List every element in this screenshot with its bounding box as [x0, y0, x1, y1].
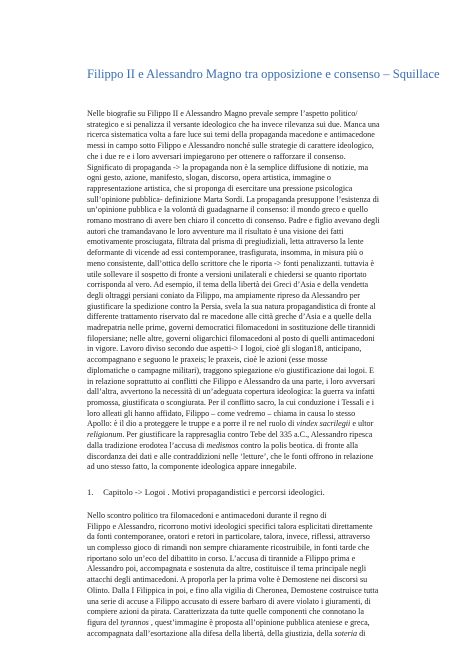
paragraph-chapter-one: [87, 511, 412, 639]
text-line: ad uno stesso fatto, la componente ideologica appare innegabile.: [87, 462, 297, 472]
text-line: strategico e si penalizza il versante ideologico che ha invece rilevanza sui due. Manca una: [87, 119, 380, 129]
text-fragment: accompagnata dall’esortazione alla difesa della libertà, della giustizia, della: [87, 628, 335, 638]
text-line: Alessandro poi, accompagnata e sostenuta da altre, costituisce il tema principale negli: [87, 564, 367, 574]
text-line: [87, 618, 412, 629]
text-line: che i due re e i loro avversari impiegarono per ottenere o rafforzare il consenso.: [87, 151, 346, 161]
text-line: Significato di propaganda -> la propaganda non è la semplice diffusione di notizie, ma: [87, 162, 369, 172]
text-line: in vigore. Lavoro diviso secondo due aspetti-> I logoi, cioè gli slogan18, anticipano,: [87, 344, 362, 354]
text-line: degli oltraggi persiani coniato da Filippo, ma ampiamente ripreso da Alessandro per: [87, 290, 361, 300]
text-fragment: di: [357, 628, 366, 638]
text-line: un complesso gioco di rimandi non sempre chiaramente ricostruibile, in fonti tarde che: [87, 543, 370, 553]
text-fragment: . Per giustificare la rappresaglia contro Tebe del 335 a.C., Alessandro ripesca: [122, 430, 373, 440]
document-title: Filippo II e Alessandro Magno tra opposizione e consenso – Squillace: [87, 67, 440, 81]
text-fragment: e ultor: [350, 419, 374, 429]
text-line: da fonti contemporanee, oratori e retori in particolare, talora, invece, riflessi, attraverso: [87, 532, 370, 542]
text-line: madrepatria nelle prime, governi democratici filomacedoni in sostituzione delle tirannidi: [87, 323, 376, 333]
text-fragment: figura del: [87, 617, 121, 627]
text-line: Nello scontro politico tra filomacedoni e antimacedoni durante il regno di: [87, 510, 327, 520]
text-line: filopersiane; nelle altre, governi oligarchici filomacedoni al posto di quelli antimacedoni: [87, 333, 375, 343]
text-line: promossa, giustificata o scongiurata. Per il conflitto sacro, la cui conduzione i Tessali e i: [87, 397, 374, 407]
text-line: meno consistente, dall’ottica dello scrittore che le riporta -> fonti penalizzanti. tuttavia è: [87, 258, 375, 268]
italic-term: soteria: [334, 628, 358, 638]
text-line: emotivamente prosciugata, filtrata dal prisma di pregiudiziali, letta attraverso la lente: [87, 237, 364, 247]
text-line: ricerca sistematica volta a fare luce sui temi della propaganda macedone e antimacedone: [87, 130, 375, 140]
text-fragment: , quest’immagine è proposta all’opinione pubblica ateniese e greca,: [148, 617, 370, 627]
section-heading: [87, 487, 412, 498]
text-line: compiere azioni da pirata. Caratterizzata da tutte quelle componenti che connotano la: [87, 607, 365, 617]
text-line: attacchi degli antimacedoni. A proporla per la prima volte è Demostene nei discorsi su: [87, 575, 368, 585]
text-line: [87, 419, 412, 430]
text-line: discordanza dei dati e alle contraddizioni nelle ‘letture’, che le fonti offrono in relazione: [87, 451, 374, 461]
text-line: un’opinione pubblica e la volontà di guadagnarne il consenso: il mondo greco e quello: [87, 205, 368, 215]
text-line: utile sollevare il sospetto di fronte a versioni unilaterali e chiedersi se quanto riportato: [87, 269, 367, 279]
text-line: Filippo e Alessandro, ricorrono motivi ideologici specifici talora esplicitati direttamente: [87, 521, 373, 531]
italic-term: vindex sacrilegii: [296, 419, 351, 429]
text-line: messi in campo sotto Filippo e Alessandro nonché sulle strategie di carattere ideologico,: [87, 141, 374, 151]
paragraph-intro: [87, 109, 412, 473]
text-line: rappresentazione artistica, che si proponga di esercitare una pressione psicologica: [87, 183, 353, 193]
text-fragment: contro la polis beotica. di fronte alla: [238, 440, 358, 450]
text-line: romano mostrano di avere ben chiaro il concetto di consenso. Padre e figlio avevano degli: [87, 216, 380, 226]
text-line: Olinto. Dalla I Filippica in poi, e fino alla vigilia di Cheronea, Demostene costruisce tutta: [87, 585, 379, 595]
text-line: diplomatiche o campagne militari), traggono spiegazione e/o giustificazione dai logoi. E: [87, 365, 374, 375]
text-line: deformante di vicende ad essi contemporanee, trasfigurata, insomma, in misura più o: [87, 248, 364, 258]
text-line: ogni gesto, azione, manifesto, slogan, discorso, opera artistica, immagine o: [87, 173, 331, 183]
text-line: in relazione soprattutto ai conflitti che Filippo e Alessandro da una parte, i loro avversari: [87, 376, 376, 386]
text-fragment: Apollo: è il dio a proteggere le truppe e a porre il re nel ruolo di: [87, 419, 297, 429]
text-line: autori che tramandavano le loro avventure ma il risultato è una visione dei fatti: [87, 226, 344, 236]
italic-term: religionum: [87, 430, 123, 440]
text-line: riportano solo un’eco del dibattito in corso. L’accusa di tirannide a Filippo prima e: [87, 553, 356, 563]
section-number: 1.: [87, 486, 94, 497]
text-line: una serie di accuse a Filippo accusato di essere barbaro di avere violato i giuramenti, di: [87, 596, 371, 606]
text-line: [87, 430, 412, 441]
text-line: [87, 629, 412, 640]
text-line: corrisponda al vero. Ad esempio, il tema della libertà dei Greci d’Asia e della vendetta: [87, 280, 369, 290]
italic-term: medismos: [206, 440, 239, 450]
text-line: [87, 441, 412, 452]
text-line: dall’altra, avvertono la necessità di un’adeguata copertura ideologica: la guerra va infatti: [87, 387, 375, 397]
text-line: giustificare la spedizione contro la Persia, svela la sua natura propagandistica di fronte al: [87, 301, 376, 311]
text-fragment: dalla tradizione erodotea l’accusa di: [87, 440, 207, 450]
text-line: accompagnano e seguono le praxeis; le praxeis, cioè le azioni (esse mosse: [87, 355, 328, 365]
text-line: loro alleati gli hanno affidato, Filippo – come vedremo – chiama in causa lo stesso: [87, 408, 356, 418]
italic-term: tyrannos: [120, 617, 149, 627]
text-line: Nelle biografie su Filippo II e Alessandro Magno prevale sempre l’aspetto politico/: [87, 109, 358, 118]
text-line: sull’opinione pubblica- definizione Marta Sordi. La propaganda presuppone l’esistenza di: [87, 194, 379, 204]
text-line: differente trattamento riservato dal re macedone alle città greche d’Asia e a quelle della: [87, 312, 372, 322]
section-heading-text: Capitolo -> Logoi . Motivi propagandistici e percorsi ideologici.: [103, 486, 325, 497]
